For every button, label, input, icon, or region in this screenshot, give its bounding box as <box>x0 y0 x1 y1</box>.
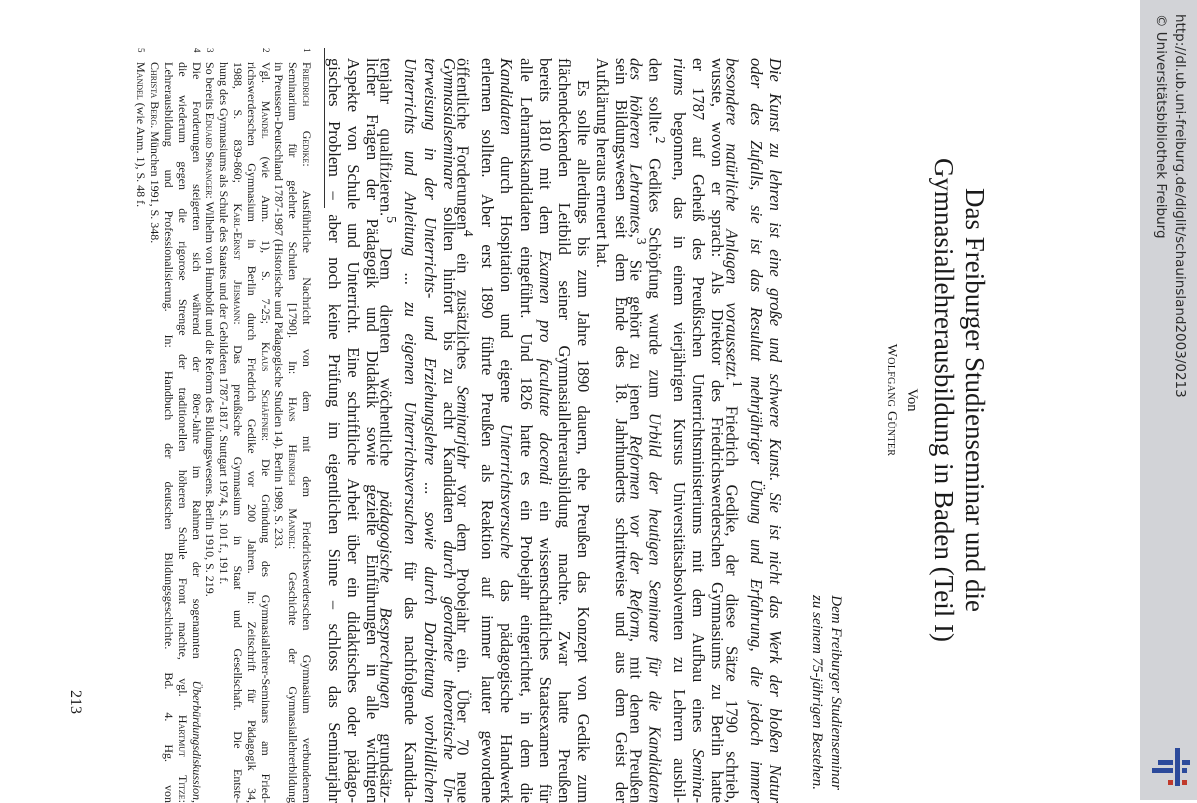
body-line: terweisung in der Unterrichts- und Erziehungslehre ... sowie durch Darbietung vorbildlichen <box>420 58 440 803</box>
page-number-row <box>66 0 84 800</box>
body-line: sein Bildungswesen seit dem Ende des 18. Jahrhunderts schrittweise und aus dem Geist der <box>612 58 632 803</box>
body-line: erlernen sollten. Aber erst 1890 führte Preußen als Reaktion auf immer lauter gewordene <box>478 58 498 803</box>
body-line: riums begonnen, das in einem vierjährigen Kursus Universitätsabsolventen zu Lehrern ausbil- <box>670 58 690 803</box>
body-line: Aufklärung heraus erneuert hat. <box>593 58 613 268</box>
footnote-1: 1 Friedrich Gedike: Ausführliche Nachricht von dem mit dem Friedrichswerderschen Gymnasium verbundenem Seminarium für gelehrte Schulen [1790]. In: Hans Heinrich Mandel: Geschichte der Gymnasiallehrerbildung in Preussen-Deutschland 1787-1987 (Historische und Pädagogische Studien 14). Berlin 1989, S. 233. <box>272 48 314 803</box>
page-number: 213 <box>67 690 84 714</box>
body-line: öffentliche Forderungen$^4$ ein zusätzliches Seminarjahr vor dem Probejahr ein. Über 70 neue <box>453 58 476 803</box>
viewer-sidebar <box>1140 0 1197 800</box>
permalink-url[interactable]: http://dl.ub.uni-freiburg.de/diglit/schauinsland2003/0213 <box>1172 14 1188 398</box>
body-line: des höheren Lehramtes,$^3$ Sie gehört zu jenen Reformen vor der Reform, mit denen Preußen <box>626 58 649 803</box>
body-line: tenjahr qualifizieren.$^5$ Dem dienten wöchentliche pädagogische Besprechungen grundsätz- <box>376 58 400 803</box>
footnotes <box>134 48 313 803</box>
footnote-4: 4 Die Forderungen steigerten sich während der 80er-Jahre im Rahmen der sogenannten Überbürdungsdiskussion, die wiederum gegen die rigorose Strenge der traditionellen höheren Schule Front machte, vgl. Hartmut Titze: Lehrerausbildung und Professionalisierung. In: Handbuch der deutschen Bildungsgeschichte. Bd. 4. Hg. von Christa Berg. München 1991, S. 348. <box>148 48 204 803</box>
body-line: er 1787 auf Geheiß des Preußischen Unterrichtsministeriums mit dem Aufbau eines Semina- <box>689 58 709 803</box>
body-line: Die Kunst zu lehren ist eine große und schwere Kunst. Sie ist nicht das Werk der bloßen Natur <box>766 58 785 803</box>
footnote-rule <box>324 48 325 208</box>
library-logo-icon <box>1148 744 1194 790</box>
byline-von: Von <box>904 388 920 412</box>
footnote-3: 3 So bereits Eduard Spranger: Wilhelm von Humboldt und die Reform des Bildungswesens. Berlin 1910, S. 219. <box>203 48 218 597</box>
dedication-line-1: Dem Freiburger Studienseminar <box>828 595 844 790</box>
body-line: den sollte.$^2$ Gedikes Schöpfung wurde zum Urbild der heutigen Seminare für die Kandidaten <box>645 58 668 803</box>
copyright-notice: © Universitätsbibliothek Freiburg <box>1153 14 1169 239</box>
body-line: gisches Problem – aber noch keine Prüfung im eigentlichen Sinne – schloss das Seminarjahr <box>324 58 344 803</box>
body-line: wusste, wovon er sprach: Als Direktor des Friedrichswerderschen Gymnasiums zu Berlin hatte <box>708 58 728 803</box>
body-line: licher Fragen der Pädagogik und Didaktik sowie gezielte Einführungen in alle wichtigen <box>363 58 383 803</box>
author-name: Wolfgang Günter <box>884 343 899 457</box>
title-line-1: Das Freiburger Studienseminar und die <box>960 188 990 612</box>
dedication-line-2: zu seinem 75-jährigen Bestehen. <box>809 595 825 790</box>
body-line: oder des Zufalls, sie ist das Resultat mehrjähriger Übung und Erfahrung, die jedoch immer <box>746 58 766 803</box>
body-line: besondere natürliche Anlagen voraussetzt.$^1$ Friedrich Gedike, der diese Sätze 1790 schrieb, <box>722 58 745 803</box>
footnote-5: 5 Mandel (wie Anm. 1), S. 48 f. <box>134 48 149 208</box>
body-line: alle Lehramtskandidaten eingeführt. Und 1826 hatte es ein Probejahr eingerichtet, in dem die <box>516 58 536 803</box>
body-line: bereits 1810 mit dem Examen pro facultate docendi ein wissenschaftliches Staatsexamen für <box>535 58 555 803</box>
body-line: Unterrichts und Anleitung ... zu eigenen Unterrichtsversuchen für das nachfolgende Kandida- <box>401 58 421 803</box>
body-line: Es sollte allerdings bis zum Jahre 1890 dauern, ehe Preußen das Konzept von Gedike zum <box>574 80 594 803</box>
body-line: Gymnasialseminare sollten hinfort bis zu acht Kandidaten durch geordnete theoretische Un- <box>439 58 459 803</box>
body-text <box>325 58 786 803</box>
dedication <box>807 260 845 790</box>
body-line: Aspekte von Schule und Unterricht. Eine schriftliche Arbeit über ein didaktisches oder pädago- <box>343 58 363 803</box>
footnote-2: 2 Vgl. Mandel (wie Anm. 1), S. 7-25; Klaus Schäffner: Die Gründung des Gymnasiallehrer-Seminars am Fried- richswerderschen Gymnasium in Berlin durch Friedrich Gedike vor 200 Jahren. In: Zeitschrift für Pädagogik 34, 1988, S. 839-860; Karl-Ernst Jeismann: Das preußische Gymnasium in Staat und Gesellschaft. Die Entste- hung des Gymnasiums als Schule des Staates und der Gebildeten 1787-1817. Stuttgart 1974, S. 101 f., 191 f. <box>217 48 273 803</box>
sidebar-text <box>1140 0 1197 800</box>
body-line: flächendeckenden Leitbild seiner Gymnasiallehrerausbildung machte. Zwar hatte Preußen <box>554 58 574 803</box>
body-line: Kandidaten durch Hospitation und eigene Unterrichtsversuche das pädagogische Handwerk <box>497 58 517 803</box>
article-title <box>928 0 990 800</box>
title-line-2: Gymnasiallehrerausbildung in Baden (Teil I) <box>929 158 959 642</box>
